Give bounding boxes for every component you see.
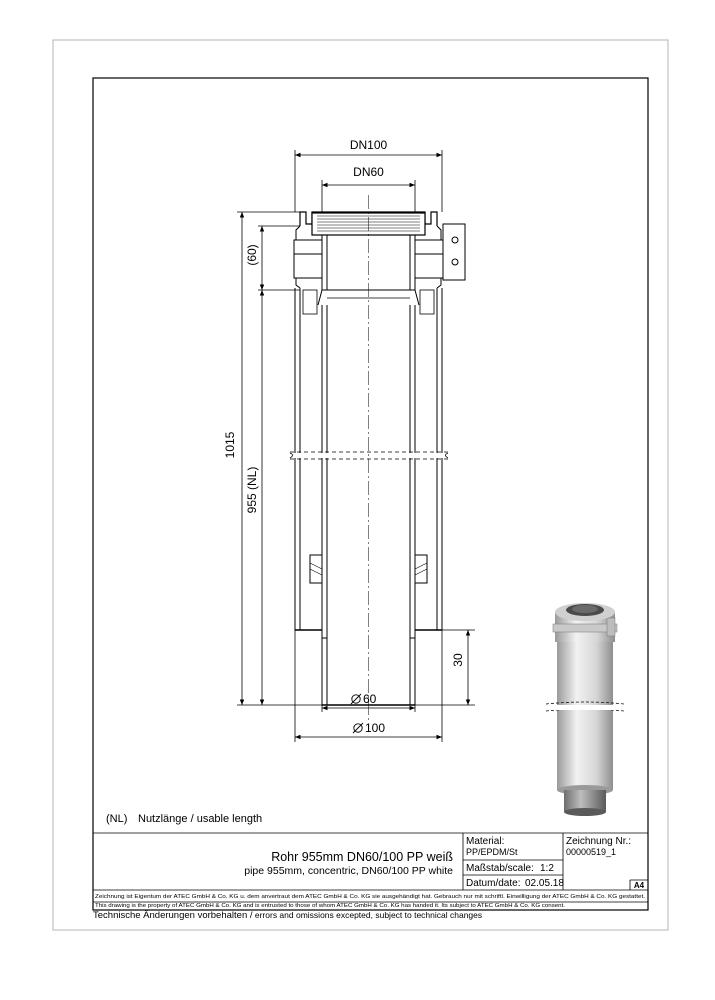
title-english: pipe 955mm, concentric, DN60/100 PP white [244, 865, 453, 877]
technical-changes-notice [93, 910, 482, 921]
pipe-section-view [290, 195, 465, 722]
dim-spigot-length: 30 [451, 653, 465, 667]
legend-text: Nutzlänge / usable length [138, 813, 263, 825]
date-label: Datum/date: [466, 878, 521, 889]
changes-english: errors and omissions excepted, subject to technical changes [252, 910, 483, 920]
scale-value: 1:2 [540, 863, 554, 874]
material-value: PP/EPDM/St [466, 847, 518, 857]
dim-socket-depth: (60) [245, 244, 259, 266]
drawing-number-label: Zeichnung Nr.: [566, 836, 632, 847]
legend-abbreviation: (NL) [106, 813, 128, 825]
paper-size: A4 [633, 881, 645, 890]
changes-german: Technische Änderungen vorbehalten / [93, 910, 253, 921]
dimension-lines [237, 150, 475, 742]
property-notice-english: This drawing is the property of ATEC GmbH & Co. KG and is entrusted to those of whom ATEC GmbH & Co. KG has handed it. Its subject to ATEC GmbH & Co. KG consent. [95, 903, 565, 909]
pipe-3d-illustration [546, 603, 624, 816]
material-label: Material: [466, 836, 505, 847]
dim-diameter-60 [351, 692, 377, 706]
dim-overall-length: 1015 [223, 431, 237, 459]
dim-diameter-100 [353, 721, 385, 735]
date-value: 02.05.18 [525, 878, 564, 889]
scale-label: Maßstab/scale: [466, 863, 534, 874]
drawing-number-value: 00000519_1 [566, 847, 617, 857]
title-german: Rohr 955mm DN60/100 PP weiß [271, 850, 453, 864]
dim-dn60: DN60 [353, 165, 384, 179]
dim-dn100: DN100 [349, 138, 388, 152]
dim-usable-length: 955 (NL) [245, 466, 259, 514]
svg-text:100: 100 [365, 721, 386, 735]
property-notice-german: Zeichnung ist Eigentum der ATEC GmbH & Co. KG u. dem anvertraut dem ATEC GmbH & Co. KG sie ausgehändigt hat. Gebrauch nur mit schriftl. Einwilligung der ATEC GmbH & Co. KG gestattet. [95, 894, 645, 900]
svg-text:60: 60 [363, 692, 377, 706]
